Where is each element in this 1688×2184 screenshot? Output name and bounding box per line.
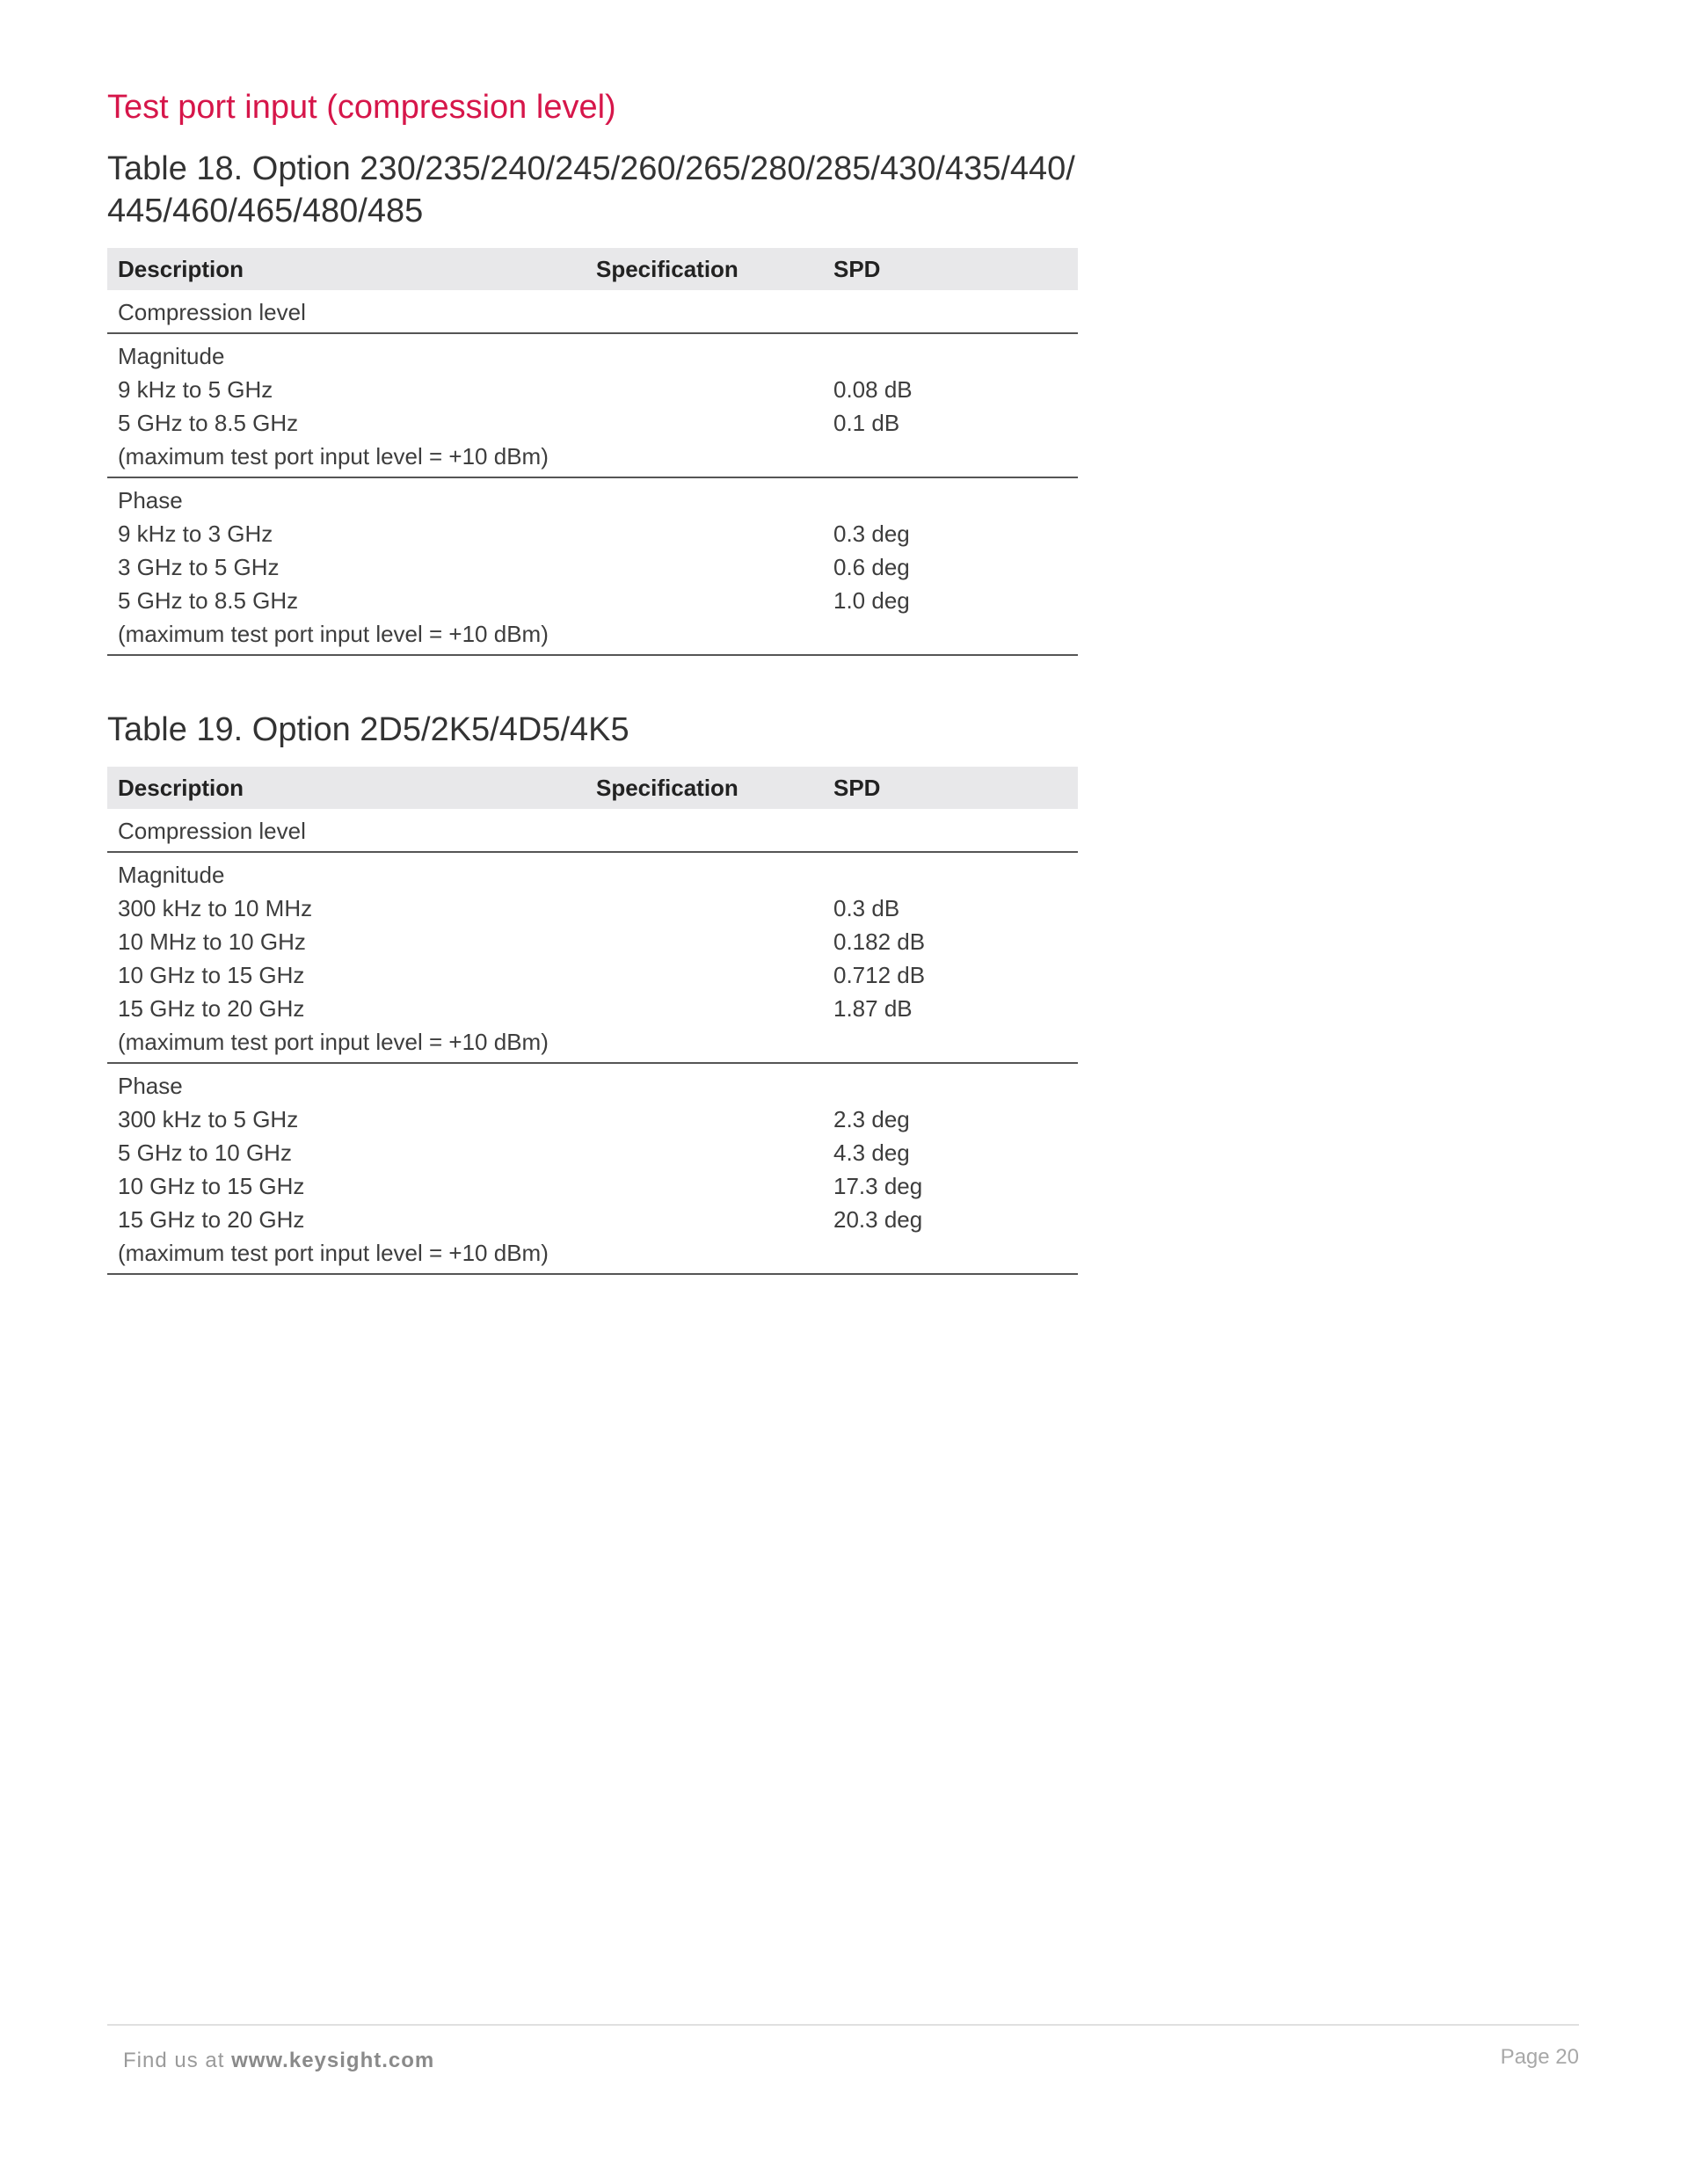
desc-line: 9 kHz to 3 GHz — [118, 521, 273, 547]
cell-desc — [107, 852, 586, 1063]
desc-line: (maximum test port input level = +10 dBm) — [118, 621, 549, 647]
desc-line: 5 GHz to 8.5 GHz — [118, 410, 299, 436]
header-spd: SPD — [823, 248, 1078, 290]
table-19 — [107, 767, 1078, 1275]
cell-spd — [823, 1063, 1078, 1274]
cell-spd — [823, 290, 1078, 333]
footer-divider — [107, 2024, 1579, 2026]
cell-spec — [586, 1063, 823, 1274]
desc-line: 10 GHz to 15 GHz — [118, 962, 305, 988]
spd-line — [833, 858, 1067, 892]
spd-line: 1.87 dB — [833, 995, 913, 1022]
cell-spd — [823, 809, 1078, 852]
table-header-row — [107, 248, 1078, 290]
section-title: Test port input (compression level) — [107, 89, 616, 126]
spd-line: 0.6 deg — [833, 554, 910, 580]
table-row — [107, 477, 1078, 655]
table-row — [107, 290, 1078, 333]
desc-line: 300 kHz to 10 MHz — [118, 895, 313, 921]
desc-line: 10 GHz to 15 GHz — [118, 1173, 305, 1199]
spd-line: 4.3 deg — [833, 1139, 910, 1166]
spd-line — [833, 484, 1067, 517]
spd-line: 1.0 deg — [833, 587, 910, 614]
desc-line: (maximum test port input level = +10 dBm) — [118, 1029, 549, 1055]
desc-line: 300 kHz to 5 GHz — [118, 1106, 299, 1132]
table-19-caption — [107, 709, 629, 751]
header-specification: Specification — [586, 248, 823, 290]
cell-desc — [107, 290, 586, 333]
spd-line: 0.3 deg — [833, 521, 910, 547]
desc-line: 15 GHz to 20 GHz — [118, 1206, 305, 1233]
desc-line: 5 GHz to 8.5 GHz — [118, 587, 299, 614]
spd-line: 17.3 deg — [833, 1173, 923, 1199]
desc-line: Magnitude — [118, 862, 225, 888]
header-specification: Specification — [586, 767, 823, 809]
cell-spec — [586, 809, 823, 852]
table-header-row — [107, 767, 1078, 809]
page-number: Page 20 — [1500, 2045, 1579, 2069]
cell-desc — [107, 477, 586, 655]
table-18-caption-line-2: 445/460/465/480/485 — [107, 193, 424, 229]
cell-desc — [107, 1063, 586, 1274]
table-18-caption — [107, 148, 1075, 232]
desc-line: 3 GHz to 5 GHz — [118, 554, 280, 580]
desc-line: 15 GHz to 20 GHz — [118, 995, 305, 1022]
spd-line: 0.08 dB — [833, 376, 913, 403]
desc-line: 5 GHz to 10 GHz — [118, 1139, 292, 1166]
cell-spec — [586, 477, 823, 655]
table-row — [107, 809, 1078, 852]
footer-find-us — [123, 2049, 434, 2073]
footer-prefix: Find us at — [123, 2049, 232, 2072]
table-19-caption-line-1: Table 19. Option 2D5/2K5/4D5/4K5 — [107, 711, 629, 748]
header-description: Description — [107, 248, 586, 290]
desc-line: Phase — [118, 487, 183, 513]
table-row — [107, 1063, 1078, 1274]
cell-spd — [823, 477, 1078, 655]
spd-line: 0.182 dB — [833, 928, 926, 955]
spd-line: 0.1 dB — [833, 410, 900, 436]
table-row — [107, 852, 1078, 1063]
spd-line: 2.3 deg — [833, 1106, 910, 1132]
cell-spec — [586, 290, 823, 333]
desc-line: Compression level — [118, 299, 306, 325]
spd-line — [833, 339, 1067, 373]
cell-spd — [823, 852, 1078, 1063]
desc-line: 10 MHz to 10 GHz — [118, 928, 306, 955]
desc-line: 9 kHz to 5 GHz — [118, 376, 273, 403]
table-18-caption-line-1: Table 18. Option 230/235/240/245/260/265/280/285/430/435/440/ — [107, 150, 1075, 187]
header-description: Description — [107, 767, 586, 809]
footer-url-link[interactable]: www.keysight.com — [231, 2049, 435, 2072]
cell-spec — [586, 852, 823, 1063]
desc-line: Phase — [118, 1073, 183, 1099]
table-18 — [107, 248, 1078, 656]
table-row — [107, 333, 1078, 477]
desc-line: (maximum test port input level = +10 dBm) — [118, 1240, 549, 1266]
cell-spec — [586, 333, 823, 477]
spd-line: 0.712 dB — [833, 962, 926, 988]
cell-desc — [107, 809, 586, 852]
cell-spd — [823, 333, 1078, 477]
desc-line: (maximum test port input level = +10 dBm) — [118, 443, 549, 470]
spd-line: 0.3 dB — [833, 895, 900, 921]
header-spd: SPD — [823, 767, 1078, 809]
cell-desc — [107, 333, 586, 477]
spd-line: 20.3 deg — [833, 1206, 923, 1233]
spd-line — [833, 1069, 1067, 1103]
desc-line: Compression level — [118, 818, 306, 844]
desc-line: Magnitude — [118, 343, 225, 369]
